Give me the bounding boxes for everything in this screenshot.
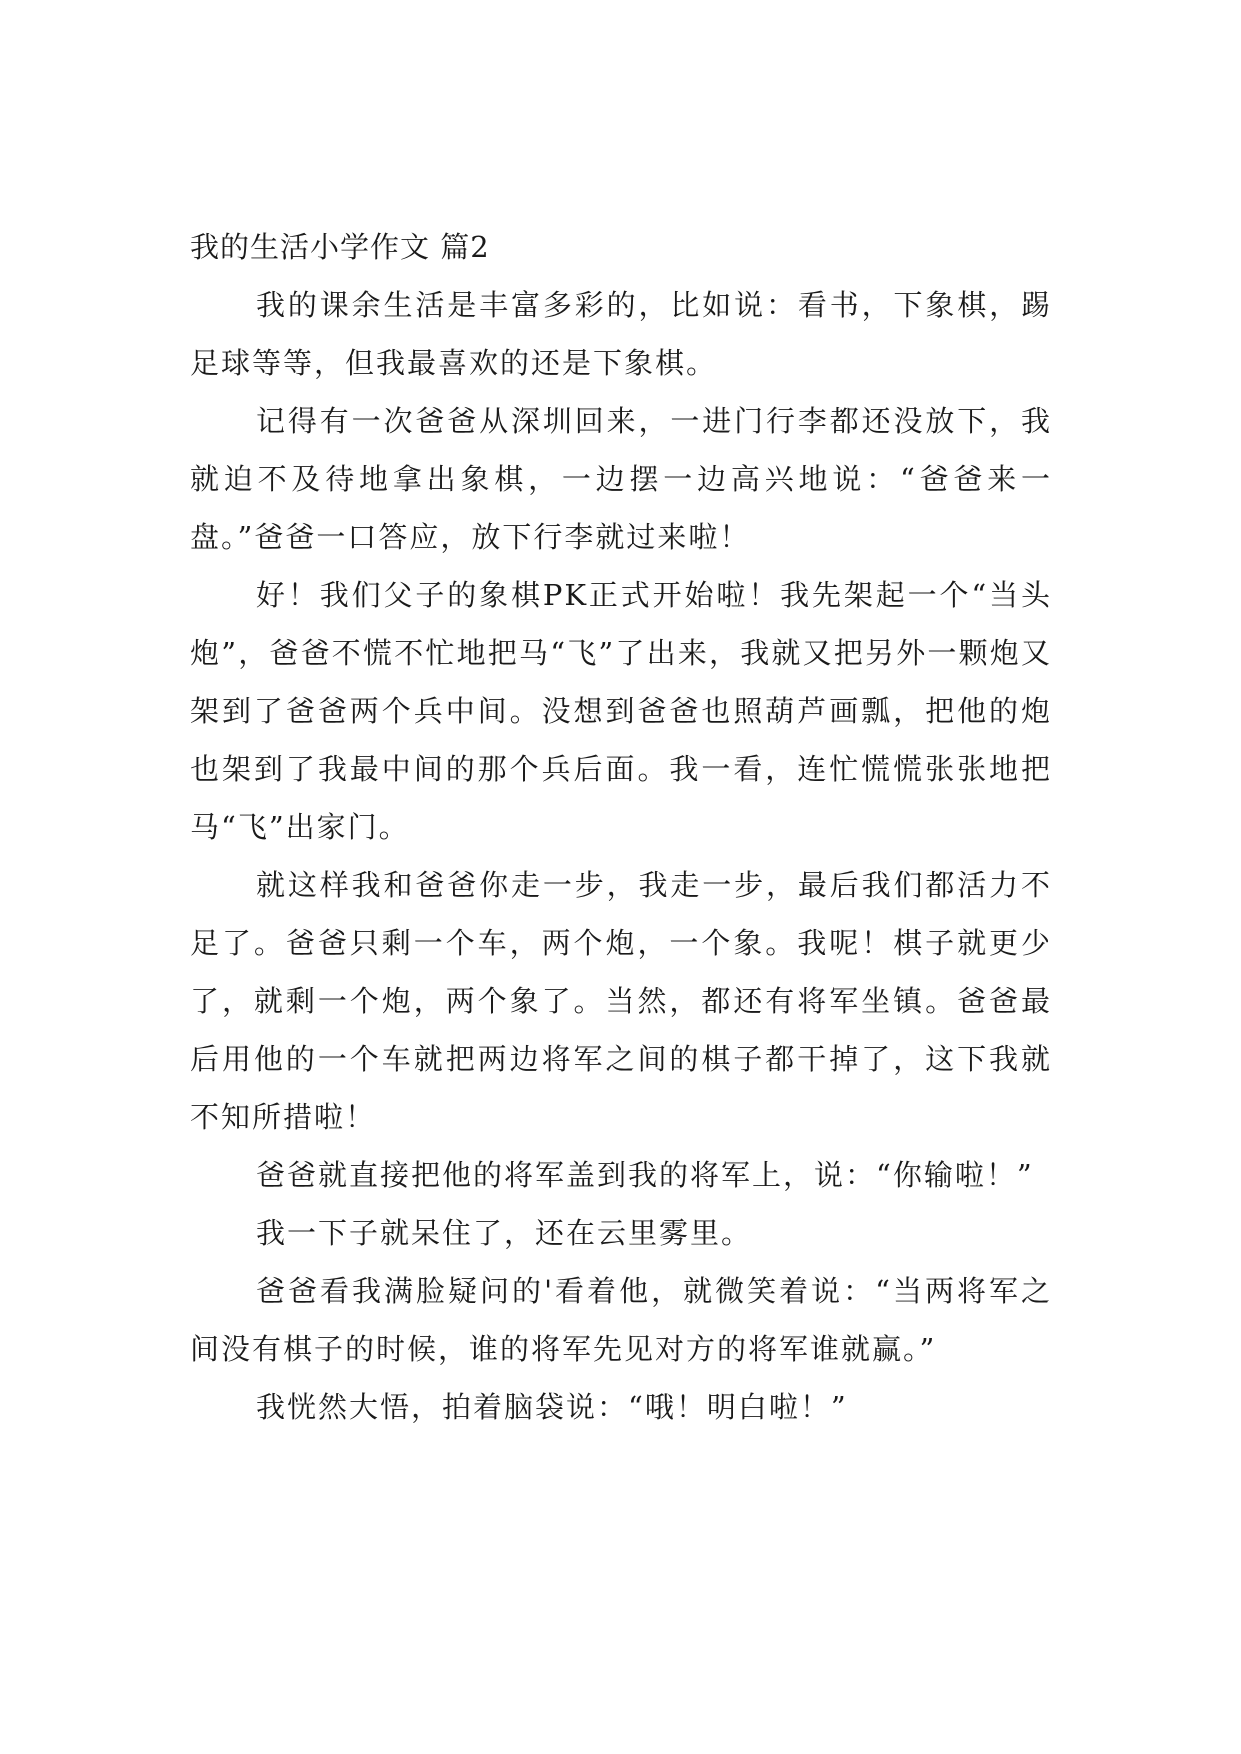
- paragraph: 爸爸看我满脸疑问的'看着他，就微笑着说：“当两将军之间没有棋子的时候，谁的将军先见对方的将军谁就赢。”: [190, 1274, 1052, 1366]
- paragraph: 记得有一次爸爸从深圳回来，一进门行李都还没放下，我就迫不及待地拿出象棋，一边摆一边高兴地说：“爸爸来一盘。”爸爸一口答应，放下行李就过来啦！: [190, 404, 1052, 554]
- paragraph: 好！我们父子的象棋PK正式开始啦！我先架起一个“当头炮”，爸爸不慌不忙地把马“飞”了出来，我就又把另外一颗炮又架到了爸爸两个兵中间。没想到爸爸也照葫芦画瓢，把他的炮也架到了我最中间的那个兵后面。我一看，连忙慌慌张张地把马“飞”出家门。: [190, 578, 1052, 844]
- paragraph: 我恍然大悟，拍着脑袋说：“哦！明白啦！”: [256, 1390, 848, 1424]
- document-body: [190, 218, 1052, 1436]
- paragraph: 我的课余生活是丰富多彩的，比如说：看书，下象棋，踢足球等等，但我最喜欢的还是下象棋。: [190, 288, 1052, 380]
- paragraph: 就这样我和爸爸你走一步，我走一步，最后我们都活力不足了。爸爸只剩一个车，两个炮，一个象。我呢！棋子就更少了，就剩一个炮，两个象了。当然，都还有将军坐镇。爸爸最后用他的一个车就把两边将军之间的棋子都干掉了，这下我就不知所措啦！: [190, 868, 1052, 1134]
- document-title: 我的生活小学作文 篇2: [190, 230, 490, 264]
- paragraph: 我一下子就呆住了，还在云里雾里。: [256, 1216, 753, 1250]
- paragraph: 爸爸就直接把他的将军盖到我的将军上，说：“你输啦！”: [256, 1158, 1034, 1192]
